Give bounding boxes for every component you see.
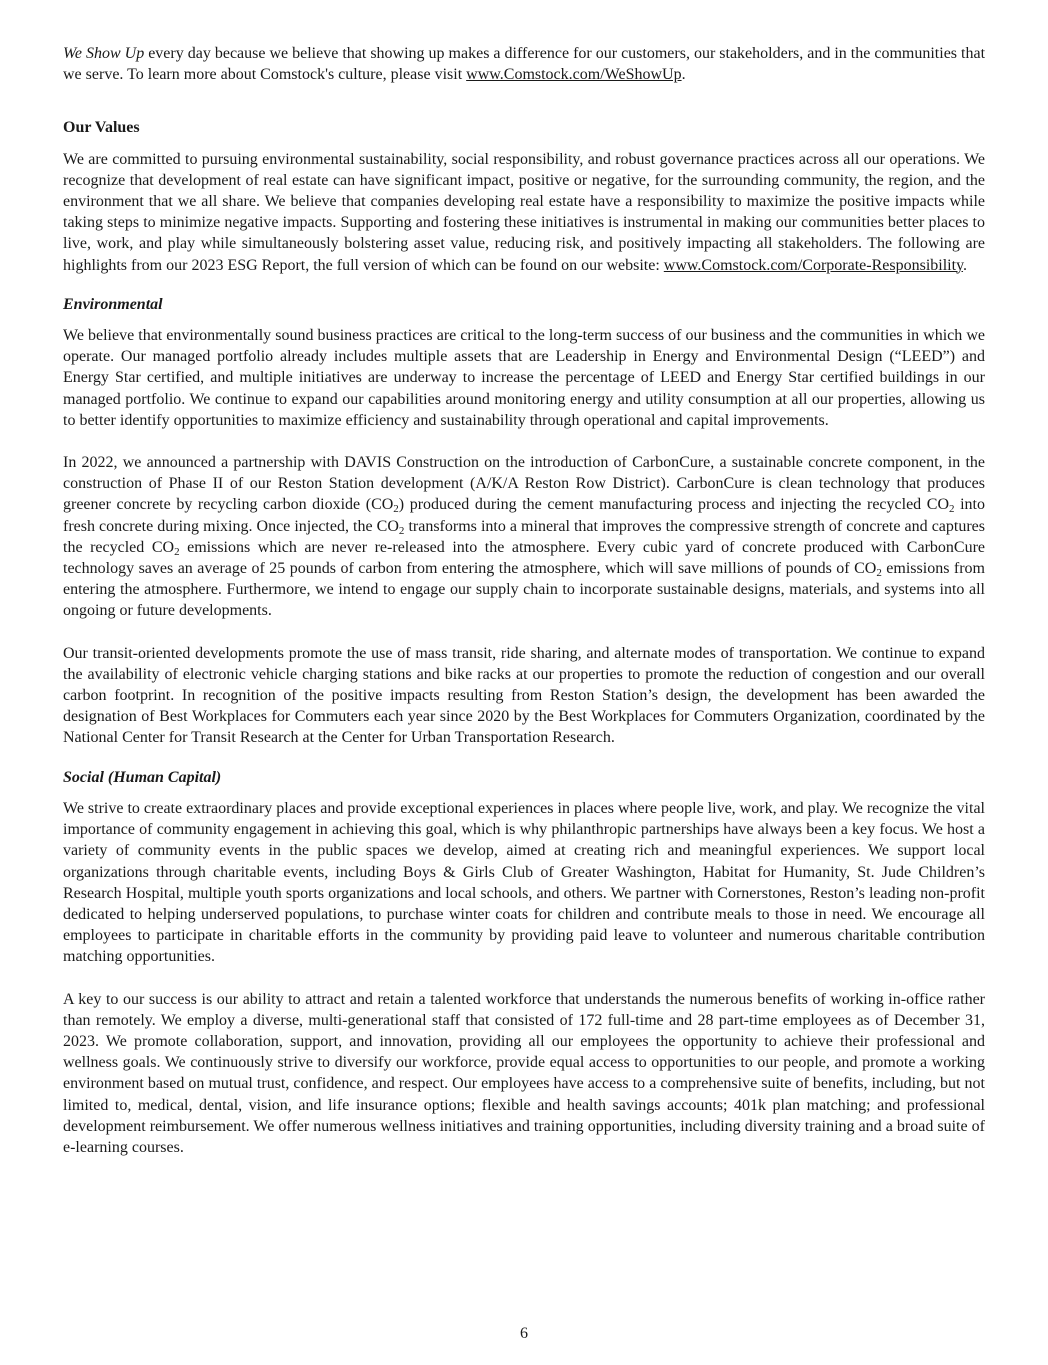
we-show-up-emphasis: We Show Up — [63, 45, 145, 62]
co2-subscript: 2 — [398, 524, 405, 537]
social-paragraph-2: A key to our success is our ability to attract and retain a talented workforce that understands the numerous benefits of working in-office rather than remotely. We employ a diverse, multi-generational staff that consisted of 172 full-time and 28 part-time employees as of December 31, 2023. We promote collaboration, support, and innovation, providing all our employees the opportunity to achieve their professional and wellness goals. We continuously strive to diversify our workforce, provide equal access to opportunities to our people, and promote a working environment based on mutual trust, confidence, and respect. Our employees have access to a comprehensive suite of benefits, including, but not limited to, medical, dental, vision, and life insurance options; flexible and health savings accounts; 401k plan matching; and professional development reimbursement. We offer numerous wellness initiatives and training opportunities, including diversity training and a broad suite of e-learning courses. — [63, 990, 985, 1156]
carboncure-text-d: transforms into a mineral that improves the compressive strength of concrete and captures the recycled CO — [63, 517, 986, 556]
our-values-paragraph — [63, 149, 985, 276]
intro-paragraph — [63, 43, 985, 85]
our-values-heading: Our Values — [63, 119, 140, 137]
page-number: 6 — [520, 1325, 528, 1342]
our-values-text: We are committed to pursuing environmental sustainability, social responsibility, and robust governance practices across all our operations. We recognize that development of real estate can have significant impact, positive or negative, for the surrounding community, the region, and the environment that we all share. We believe that companies developing real estate have a responsibility to maximize the positive impacts while taking steps to minimize negative impacts. Supporting and fostering these initiatives is instrumental in making our communities better places to live, work, and play while simultaneously bolstering asset value, reducing risk, and positively impacting all stakeholders. The following are highlights from our 2023 ESG Report, the full version of which can be found on our website: — [63, 150, 985, 274]
carboncure-text-c: into fresh concrete during mixing. Once injected, the CO — [63, 496, 985, 535]
our-values-end: . — [963, 256, 968, 274]
carboncure-text-a: In 2022, we announced a partnership with DAVIS Construction on the introduction of CarbonCure, a sustainable concrete component, in the construction of Phase II of our Reston Station development (A/K/A Reston Row District). CarbonCure is clean technology that produces greener concrete by recycling carbon dioxide (CO — [63, 454, 985, 514]
environmental-paragraph-3: Our transit-oriented developments promote the use of mass transit, ride sharing, and alternate modes of transportation. We continue to expand the availability of electronic vehicle charging stations and bike racks at our properties to promote the reduction of congestion and our overall carbon footprint. In recognition of the positive impacts resulting from Reston Station’s design, the development has been awarded the designation of Best Workplaces for Commuters each year since 2020 by the Best Workplaces for Commuters Organization, coordinated by the National Center for Transit Research at the Center for Urban Transportation Research. — [63, 644, 985, 747]
carboncure-text-e: emissions which are never re-released into the atmosphere. Every cubic yard of concrete produced with CarbonCure technology saves an average of 25 pounds of carbon from entering the atmosphere, which will save millions of pounds of CO — [63, 538, 985, 578]
intro-text: every day because we believe that showing up makes a difference for our customers, our stakeholders, and in the communities that we serve. To learn more about Comstock's culture, please visit — [63, 45, 986, 84]
carboncure-text-f: emissions from entering the atmosphere. Furthermore, we intend to engage our supply chain to incorporate sustainable designs, materials, and systems into all ongoing or future developments. — [63, 560, 985, 620]
document-page — [63, 43, 985, 1158]
weshowup-link[interactable]: www.Comstock.com/WeShowUp — [466, 66, 682, 84]
social-heading: Social (Human Capital) — [63, 768, 222, 786]
co2-subscript: 2 — [174, 545, 180, 558]
co2-subscript: 2 — [393, 503, 399, 516]
environmental-paragraph-1: We believe that environmentally sound business practices are critical to the long-term success of our business and the communities in which we operate. Our managed portfolio already includes multiple assets that are Leadership in Energy and Environmental Design (“LEED”) and Energy Star certified, and multiple initiatives are underway to increase the percentage of LEED and Energy Star certified buildings in our managed portfolio. We continue to expand our capabilities around monitoring energy and utility consumption at all our properties, allowing us to better identify opportunities to maximize efficiency and sustainability through operational and capital improvements. — [63, 327, 985, 429]
environmental-paragraph-2 — [63, 452, 985, 622]
intro-end: . — [681, 66, 686, 84]
environmental-heading: Environmental — [63, 295, 163, 313]
social-paragraph-1: We strive to create extraordinary places and provide exceptional experiences in places where people live, work, and play. We recognize the vital importance of community engagement in achieving this goal, which is why philanthropic partnerships have always been a key focus. We host a variety of community events in the public spaces we develop, aimed at creating rich and meaningful experiences. We support local organizations through charitable events, including Boys & Girls Club of Greater Washington, Habitat for Humanity, St. Jude Children’s Research Hospital, multiple youth sports organizations and local schools, and others. We partner with Cornerstones, Reston’s leading non-profit dedicated to helping underserved populations, to purchase winter coats for children and contribute meals to those in need. We encourage all employees to participate in charitable efforts in the community by providing paid leave to volunteer and numerous charitable contribution matching opportunities. — [63, 799, 985, 966]
co2-subscript: 2 — [876, 567, 882, 580]
corporate-responsibility-link[interactable]: www.Comstock.com/Corporate-Responsibility — [663, 256, 964, 274]
co2-subscript: 2 — [949, 503, 955, 516]
carboncure-text-b: ) produced during the cement manufacturing process and injecting the recycled CO — [398, 496, 950, 514]
